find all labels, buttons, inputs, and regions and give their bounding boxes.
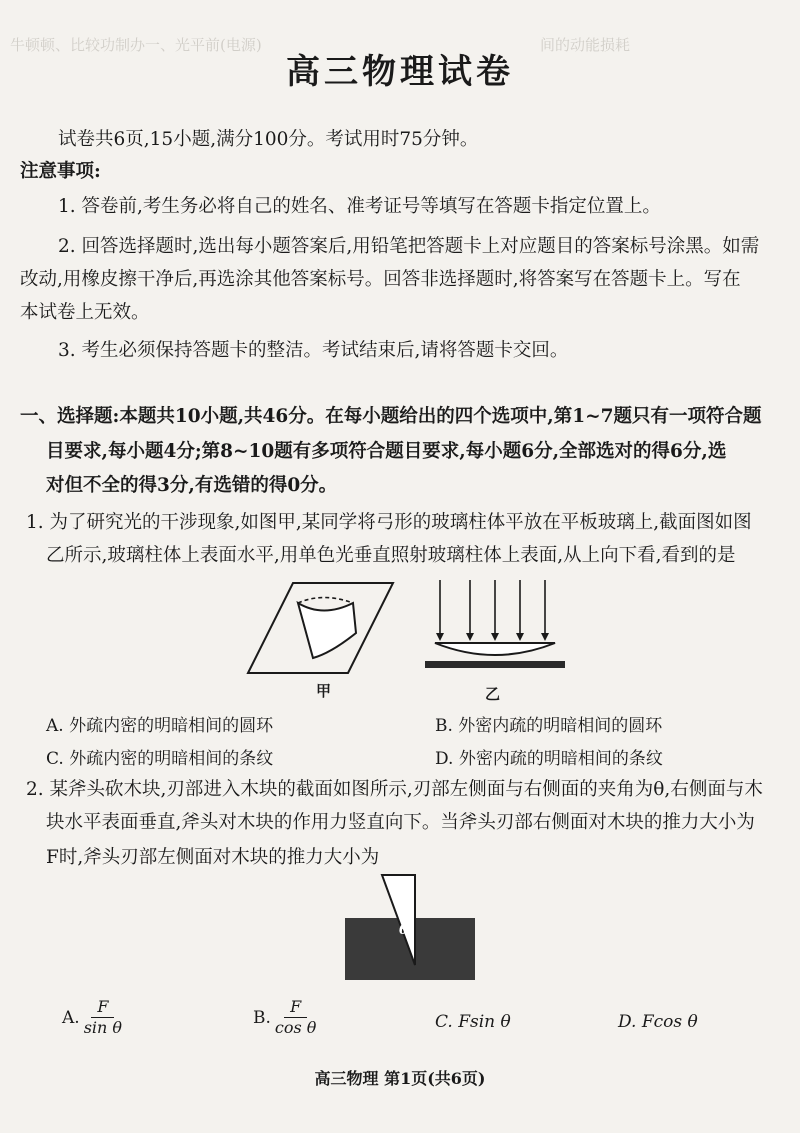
section-1-line-2: 目要求,每小题4分;第8~10题有多项符合题目要求,每小题6分,全部选对的得6分,选 (46, 441, 727, 462)
option-b-denominator: cos θ (274, 1018, 317, 1037)
question-2-option-b[interactable] (253, 997, 316, 1038)
notice-item-3: 3. 考生必须保持答题卡的整洁。考试结束后,请将答题卡交回。 (58, 340, 569, 361)
option-a-prefix: A. (62, 1007, 80, 1028)
option-b-fraction (275, 997, 317, 1038)
angle-theta-label: θ (399, 922, 409, 938)
question-1-option-c[interactable]: C. 外疏内密的明暗相间的条纹 (46, 749, 274, 769)
option-b-prefix: B. (253, 1007, 271, 1028)
page-title: 高三物理试卷 (286, 52, 514, 92)
question-2-line-2: 块水平表面垂直,斧头对木块的作用力竖直向下。当斧头刃部右侧面对木块的推力大小为 (46, 812, 755, 833)
figure-label-yi: 乙 (485, 685, 501, 703)
notice-item-2-line-2: 改动,用橡皮擦干净后,再选涂其他答案标号。回答非选择题时,将答案写在答题卡上。写在 (20, 269, 741, 290)
exam-intro: 试卷共6页,15小题,满分100分。考试用时75分钟。 (58, 129, 479, 150)
section-1-line-3: 对但不全的得3分,有选错的得0分。 (46, 475, 338, 496)
question-1-option-b[interactable]: B. 外密内疏的明暗相间的圆环 (435, 716, 663, 736)
option-a-numerator: F (91, 997, 114, 1018)
option-a-fraction (84, 997, 122, 1038)
question-1-option-a[interactable]: A. 外疏内密的明暗相间的圆环 (46, 716, 274, 736)
notice-item-2-line-3: 本试卷上无效。 (20, 302, 150, 323)
section-1-line-1: 一、选择题:本题共10小题,共46分。在每小题给出的四个选项中,第1~7题只有一项符合题 (20, 406, 762, 427)
question-2-option-d[interactable]: D. Fcos θ (618, 1012, 698, 1032)
figure-jia-glass-cylinder-diagram (238, 578, 398, 678)
question-2-line-3: F时,斧头刃部左侧面对木块的推力大小为 (46, 847, 380, 868)
bleed-through-text: 牛顿顿、比较功制办一、光平前(电源) (10, 36, 262, 54)
question-1-line-1: 1. 为了研究光的干涉现象,如图甲,某同学将弓形的玻璃柱体平放在平板玻璃上,截面图如图 (26, 512, 752, 533)
question-1-line-2: 乙所示,玻璃柱体上表面水平,用单色光垂直照射玻璃柱体上表面,从上向下看,看到的是 (46, 545, 736, 566)
bleed-through-text: 间的动能损耗 (540, 36, 631, 54)
page-footer: 高三物理 第1页(共6页) (314, 1069, 486, 1088)
notice-item-2-line-1: 2. 回答选择题时,选出每小题答案后,用铅笔把答题卡上对应题目的答案标号涂黑。如需 (58, 236, 760, 257)
notice-heading: 注意事项: (20, 161, 101, 182)
figure-label-jia: 甲 (316, 682, 332, 700)
question-1-option-d[interactable]: D. 外密内疏的明暗相间的条纹 (435, 749, 663, 769)
question-2-line-1: 2. 某斧头砍木块,刃部进入木块的截面如图所示,刃部左侧面与右侧面的夹角为θ,右侧面与木 (26, 779, 763, 800)
option-a-denominator: sin θ (83, 1018, 123, 1037)
axe-blade-diagram (340, 870, 480, 985)
notice-item-1: 1. 答卷前,考生务必将自己的姓名、准考证号等填写在答题卡指定位置上。 (58, 196, 661, 217)
option-b-numerator: F (284, 997, 307, 1018)
figure-yi-cross-section-diagram (420, 575, 570, 675)
question-2-option-c[interactable]: C. Fsin θ (435, 1012, 511, 1032)
question-2-option-a[interactable] (62, 997, 122, 1038)
